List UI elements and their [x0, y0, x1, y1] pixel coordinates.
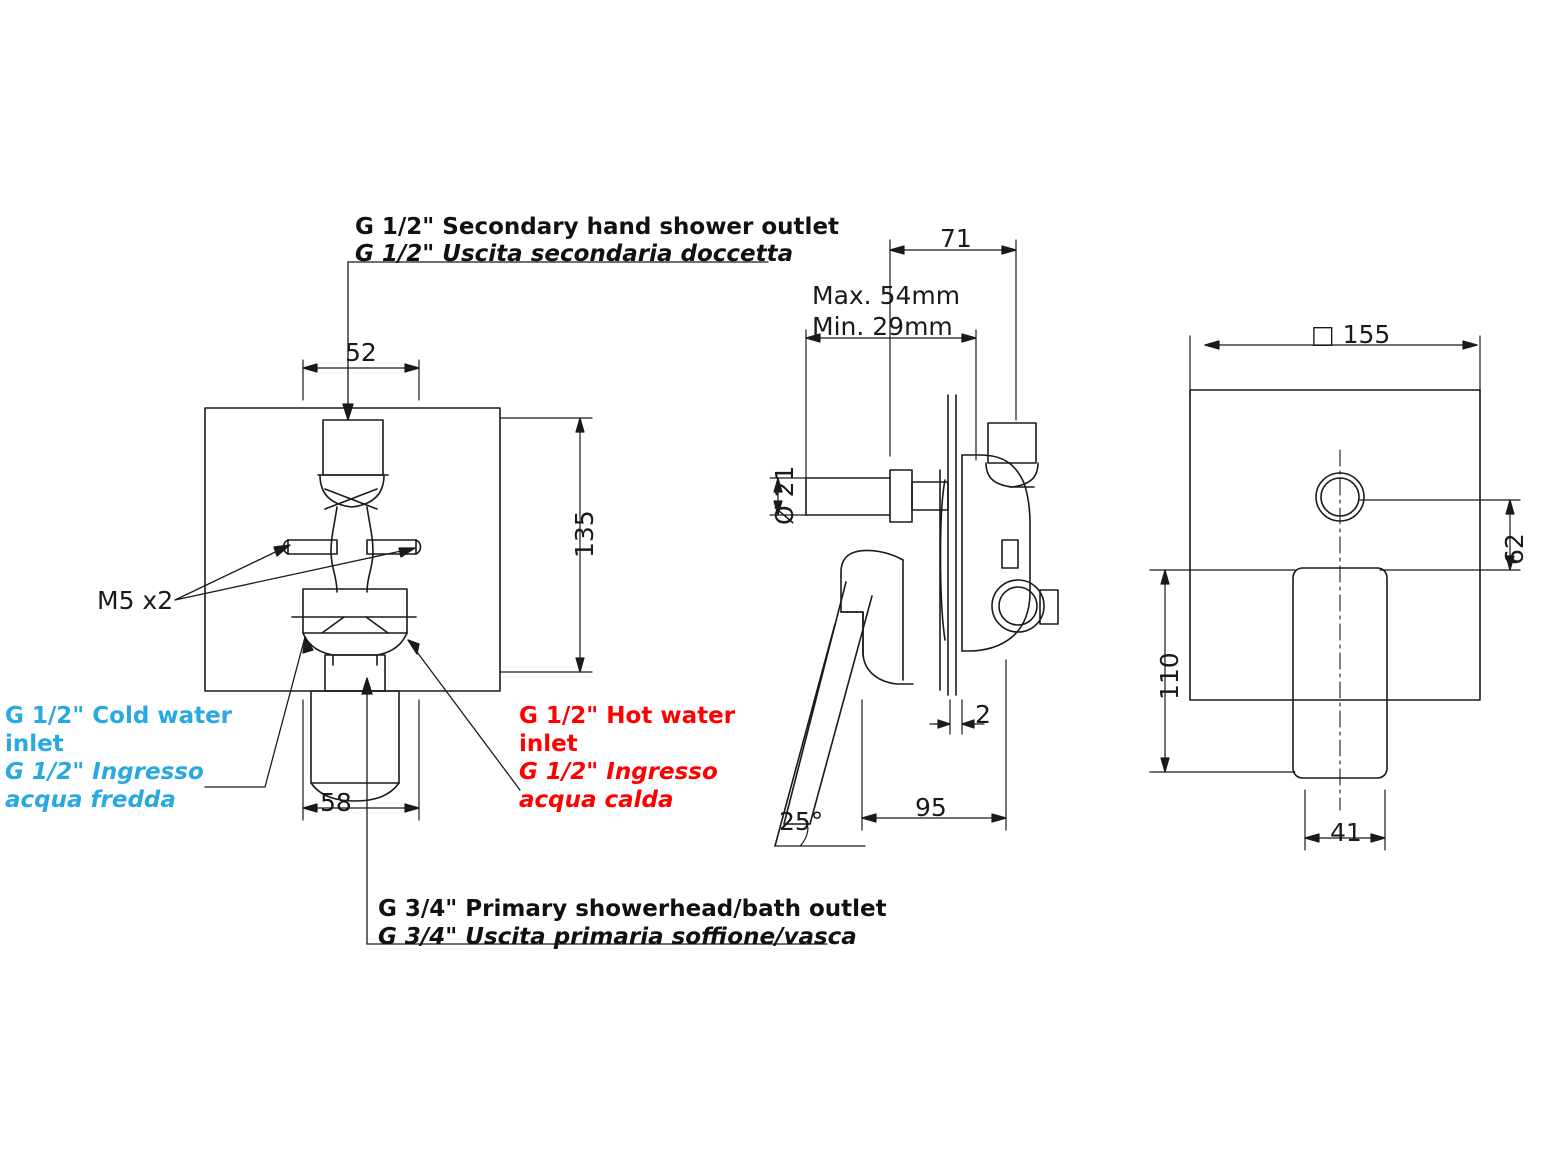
callout-secondary-outlet-en: G 1/2" Secondary hand shower outlet — [355, 214, 840, 240]
side-handle — [775, 550, 913, 846]
front-top-outlet — [318, 420, 388, 509]
callout-cold-inlet-en-line1: G 1/2" Cold water — [5, 703, 233, 729]
dim-label-58: 58 — [320, 788, 352, 817]
dim-label-min: Min. 29mm — [812, 312, 953, 341]
leader-hot-inlet — [408, 640, 520, 790]
callout-primary-outlet-en: G 3/4" Primary showerhead/bath outlet — [378, 896, 887, 922]
dim-label-max: Max. 54mm — [812, 281, 961, 310]
leader-secondary-outlet — [343, 262, 768, 420]
side-wall-line — [948, 395, 956, 695]
side-body — [940, 423, 1058, 690]
dim-label-155: □ 155 — [1311, 320, 1391, 349]
dim-label-71: 71 — [940, 224, 972, 253]
dim-label-135: 135 — [570, 510, 599, 558]
callout-cold-inlet-en-line2: inlet — [5, 731, 64, 757]
plate-view — [1190, 390, 1480, 778]
dim-label-110: 110 — [1155, 652, 1184, 700]
callout-cold-inlet-it-line2: acqua fredda — [5, 787, 176, 813]
callout-cold-inlet-it-line1: G 1/2" Ingresso — [5, 759, 204, 785]
callout-hot-inlet-en-line2: inlet — [519, 731, 578, 757]
dim-label-52: 52 — [345, 338, 377, 367]
dim-label-2: 2 — [975, 700, 991, 729]
dim-label-62: 62 — [1500, 533, 1529, 565]
side-inlet-pipe — [806, 470, 948, 522]
dim-label-angle-25: 25° — [779, 807, 824, 836]
front-lower-flange — [292, 589, 416, 665]
callout-hot-inlet-it-line1: G 1/2" Ingresso — [519, 759, 718, 785]
callout-hot-inlet-it-line2: acqua calda — [519, 787, 674, 813]
dim-max-min — [806, 330, 976, 478]
dim-label-41: 41 — [1330, 818, 1362, 847]
front-bottom-outlet — [311, 655, 399, 801]
front-plate — [205, 408, 500, 691]
dim-label-95: 95 — [915, 793, 947, 822]
callout-secondary-outlet-it: G 1/2" Uscita secondaria doccetta — [355, 241, 794, 267]
callout-primary-outlet-it: G 3/4" Uscita primaria soffione/vasca — [378, 924, 857, 950]
callout-hot-inlet-en-line1: G 1/2" Hot water — [519, 703, 736, 729]
label-m5-screws: M5 x2 — [97, 586, 174, 615]
dim-62 — [1360, 500, 1520, 570]
dim-label-dia21: Ø 21 — [770, 465, 799, 525]
